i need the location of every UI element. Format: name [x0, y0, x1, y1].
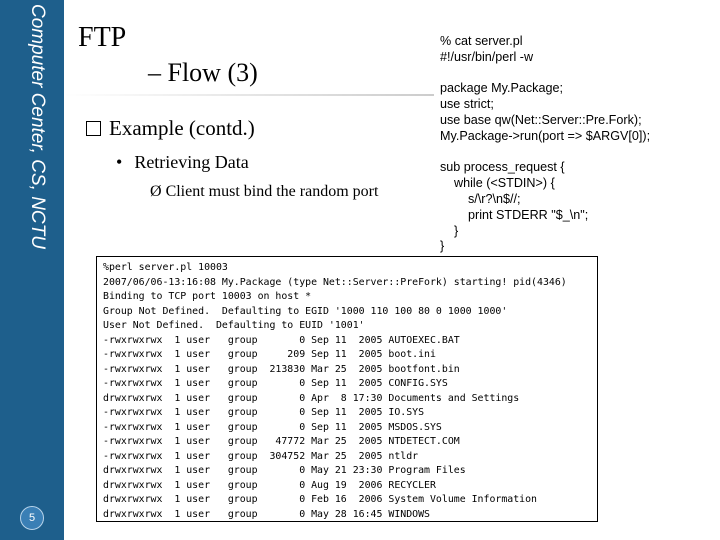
- terminal-line: drwxrwxrwx 1 user group 0 May 21 23:30 Program Files: [103, 465, 466, 476]
- code-line: }: [440, 223, 459, 238]
- code-line: My.Package->run(port => $ARGV[0]);: [440, 128, 651, 143]
- code-line: }: [440, 239, 445, 254]
- perl-code-listing: [440, 34, 712, 255]
- slide-subtitle: – Flow (3): [148, 58, 258, 87]
- terminal-line: -rwxrwxrwx 1 user group 0 Sep 11 2005 CONFIG.SYS: [103, 378, 448, 389]
- terminal-line: -rwxrwxrwx 1 user group 213830 Mar 25 2005 bootfont.bin: [103, 363, 460, 375]
- page-number-badge: 5: [20, 506, 44, 530]
- bullet-level2-text: Retrieving Data: [134, 152, 249, 172]
- code-line: [440, 145, 712, 161]
- terminal-line: -rwxrwxrwx 1 user group 209 Sep 11 2005 boot.ini: [103, 349, 436, 360]
- terminal-output: [96, 256, 598, 522]
- slide-title: FTP: [78, 22, 127, 53]
- terminal-line: -rwxrwxrwx 1 user group 0 Sep 11 2005 MSDOS.SYS: [103, 421, 442, 433]
- bullet-level1: [86, 116, 255, 141]
- code-line: % cat server.pl: [440, 34, 523, 48]
- terminal-line: Group Not Defined. Defaulting to EGID '1000 110 100 80 0 1000 1000': [103, 305, 508, 317]
- terminal-line: drwxrwxrwx 1 user group 0 May 28 16:45 WINDOWS: [103, 508, 430, 520]
- sidebar: [0, 0, 64, 540]
- bullet-level3-text: Client must bind the random port: [165, 183, 379, 200]
- bullet-level1-text: Example (contd.): [109, 116, 255, 140]
- terminal-line: %perl server.pl 10003: [103, 262, 228, 273]
- org-label: Computer Center, CS, NCTU: [27, 4, 48, 249]
- bullet-level2: [116, 152, 249, 173]
- code-line: use strict;: [440, 97, 494, 112]
- code-line: print STDERR "$_\n";: [440, 207, 589, 222]
- code-line: [440, 66, 712, 82]
- code-line: s/\r?\n$//;: [440, 191, 521, 206]
- terminal-line: 2007/06/06-13:16:08 My.Package (type Net::Server::PreFork) starting! pid(4346): [103, 276, 567, 288]
- terminal-line: User Not Defined. Defaulting to EUID '1001': [103, 320, 365, 331]
- title-divider: [64, 94, 434, 96]
- code-line: while (<STDIN>) {: [440, 176, 555, 191]
- terminal-line: -rwxrwxrwx 1 user group 304752 Mar 25 2005 ntldr: [103, 450, 419, 462]
- terminal-line: drwxrwxrwx 1 user group 0 Feb 16 2006 System Volume Information: [103, 494, 538, 505]
- code-line: use base qw(Net::Server::Pre.Fork);: [440, 112, 642, 127]
- terminal-line: -rwxrwxrwx 1 user group 0 Sep 11 2005 IO.SYS: [103, 407, 425, 418]
- code-line: #!/usr/bin/perl -w: [440, 49, 534, 64]
- terminal-line: Binding to TCP port 10003 on host *: [103, 291, 312, 302]
- code-line: sub process_request {: [440, 160, 565, 175]
- terminal-line: drwxrwxrwx 1 user group 0 Aug 19 2006 RECYCLER: [103, 479, 436, 491]
- terminal-line: -rwxrwxrwx 1 user group 0 Sep 11 2005 AUTOEXEC.BAT: [103, 334, 460, 346]
- bullet-level3: [150, 183, 378, 201]
- arrow-bullet-icon: Ø: [150, 183, 162, 200]
- dot-bullet-icon: •: [116, 152, 123, 172]
- checkbox-bullet-icon: [86, 121, 101, 136]
- terminal-line: drwxrwxrwx 1 user group 0 Apr 8 17:30 Documents and Settings: [103, 392, 520, 404]
- terminal-line: -rwxrwxrwx 1 user group 47772 Mar 25 2005 NTDETECT.COM: [103, 436, 460, 447]
- code-line: package My.Package;: [440, 81, 563, 96]
